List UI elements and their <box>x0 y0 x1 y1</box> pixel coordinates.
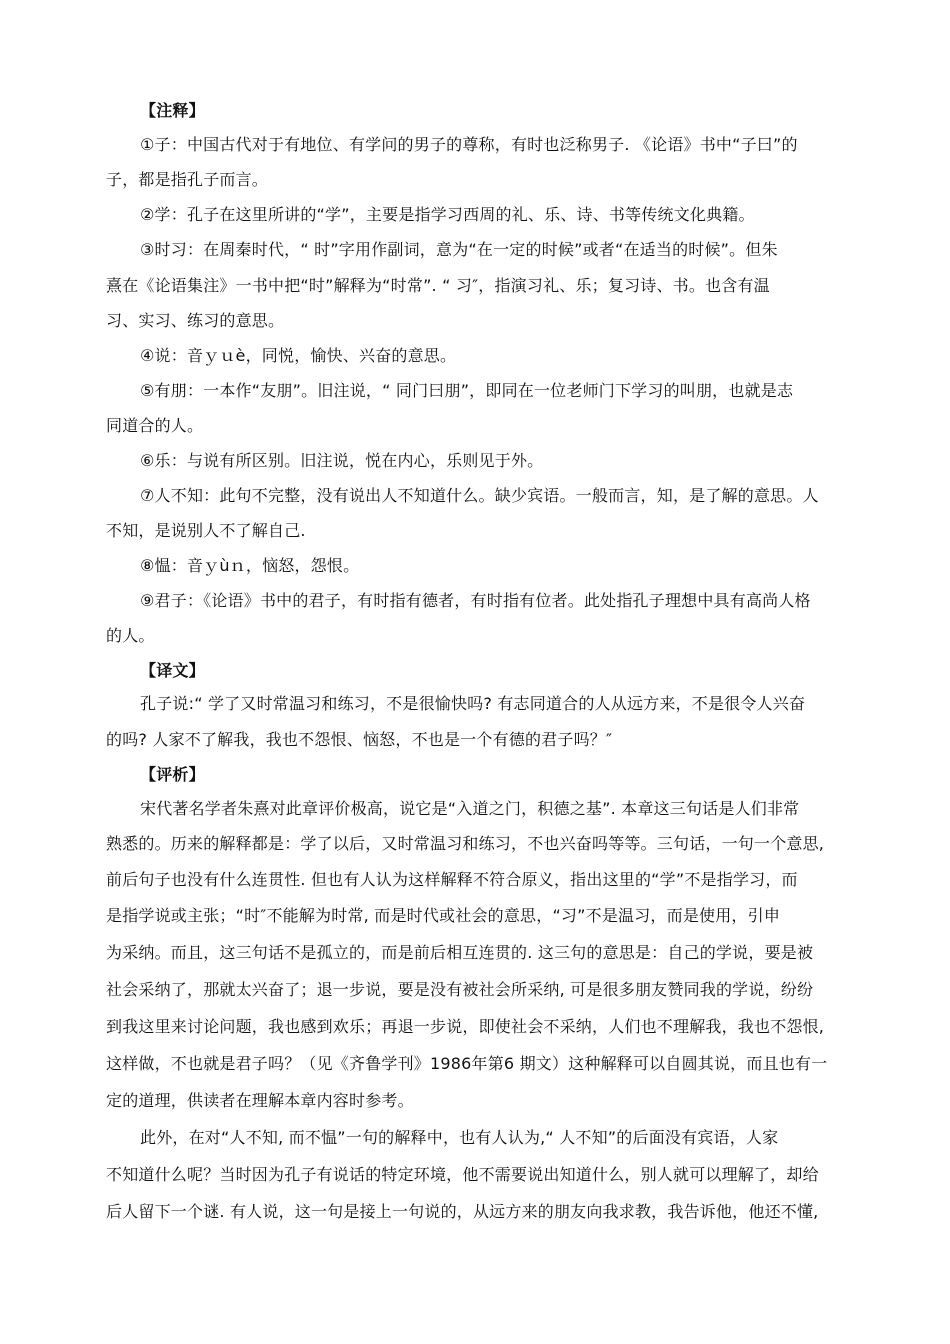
analysis-heading: 【评析】 <box>140 765 205 784</box>
note-3-line-3: 习、实习、练习的意思。 <box>106 311 285 330</box>
analysis-1-line-1: 宋代著名学者朱熹对此章评价极高，说它是“入道之门，积德之基”. 本章这三句话是人们非常 <box>140 799 800 818</box>
analysis-1-line-3: 前后句子也没有什么连贯性. 但也有人认为这样解释不符合原义，指出这里的“学”不是指学习，而 <box>106 870 798 889</box>
note-1-line-1: ①子：中国古代对于有地位、有学问的男子的尊称，有时也泛称男子. 《论语》书中“子曰”的 <box>140 135 798 154</box>
notes-heading: 【注释】 <box>140 101 205 120</box>
note-1-line-2: 子，都是指孔子而言。 <box>106 170 269 189</box>
analysis-1-line-8: 这样做，不也就是君子吗？（见《齐鲁学刊》1986年第6 期文）这种解释可以自圆其说，而且也有一 <box>106 1054 828 1073</box>
note-5-line-2: 同道合的人。 <box>106 416 204 435</box>
note-2-line-1: ②学：孔子在这里所讲的“学”，主要是指学习西周的礼、乐、诗、书等传统文化典籍。 <box>140 205 755 224</box>
note-3-line-2: 熹在《论语集注》一书中把“时”解释为“时常”. “ 习″，指演习礼、乐；复习诗、书。也含有温 <box>106 276 770 295</box>
note-6-line-1: ⑥乐：与说有所区别。旧注说，悦在内心，乐则见于外。 <box>140 451 544 470</box>
note-9-line-1: ⑨君子：《论语》书中的君子，有时指有德者，有时指有位者。此处指孔子理想中具有高尚人格 <box>140 591 811 610</box>
analysis-1-line-4: 是指学说或主张；“时″不能解为时常, 而是时代或社会的意思，“习”不是温习，而是使用，引申 <box>106 906 781 925</box>
note-7-line-1: ⑦人不知：此句不完整，没有说出人不知道什么。缺少宾语。一般而言，知，是了解的意思。人 <box>140 486 819 505</box>
analysis-1-line-2: 熟悉的。历来的解释都是：学了以后，又时常温习和练习，不也兴奋吗等等。三句话，一句一个意思, <box>106 834 825 853</box>
analysis-2-line-2: 不知道什么呢？当时因为孔子有说话的特定环境，他不需要说出知道什么，别人就可以理解了，却给 <box>106 1165 819 1184</box>
analysis-1-line-9: 定的道理，供读者在理解本章内容时参考。 <box>106 1091 414 1110</box>
analysis-2-line-3: 后人留下一个谜. 有人说，这一句是接上一句说的，从远方来的朋友向我求教，我告诉他，他还不懂, <box>106 1202 819 1221</box>
translation-line-2: 的吗? 人家不了解我，我也不怨恨、恼怒，不也是一个有德的君子吗？″ <box>106 730 613 749</box>
analysis-1-line-5: 为采纳。而且，这三句话不是孤立的，而是前后相互连贯的. 这三句的意思是：自己的学说，要是被 <box>106 943 814 962</box>
analysis-1-line-7: 到我这里来讨论问题，我也感到欢乐；再退一步说，即使社会不采纳，人们也不理解我，我也不怨恨, <box>106 1017 825 1036</box>
note-3-line-1: ③时习：在周秦时代，“ 时”字用作副词，意为“在一定的时候”或者“在适当的时候”。但朱 <box>140 240 778 259</box>
note-4-line-1: ④说：音ｙｕè，同悦，愉快、兴奋的意思。 <box>140 346 457 365</box>
note-5-line-1: ⑤有朋：一本作“友朋”。旧注说，“ 同门曰朋”，即同在一位老师门下学习的叫朋，也就是志 <box>140 381 794 400</box>
translation-line-1: 孔子说:“ 学了又时常温习和练习，不是很愉快吗? 有志同道合的人从远方来，不是很令人兴奋 <box>140 694 806 713</box>
note-7-line-2: 不知，是说别人不了解自己. <box>106 521 306 540</box>
translation-heading: 【译文】 <box>140 661 205 680</box>
analysis-1-line-6: 社会采纳了，那就太兴奋了；退一步说，要是没有被社会所采纳, 可是很多朋友赞同我的学说，纷纷 <box>106 980 814 999</box>
note-9-line-2: 的人。 <box>106 626 155 645</box>
analysis-2-line-1: 此外，在对“人不知, 而不愠”一句的解释中，也有人认为,“ 人不知”的后面没有宾语，人家 <box>140 1128 779 1147</box>
note-8-line-1: ⑧愠：音ｙùｎ，恼怒，怨恨。 <box>140 556 360 575</box>
